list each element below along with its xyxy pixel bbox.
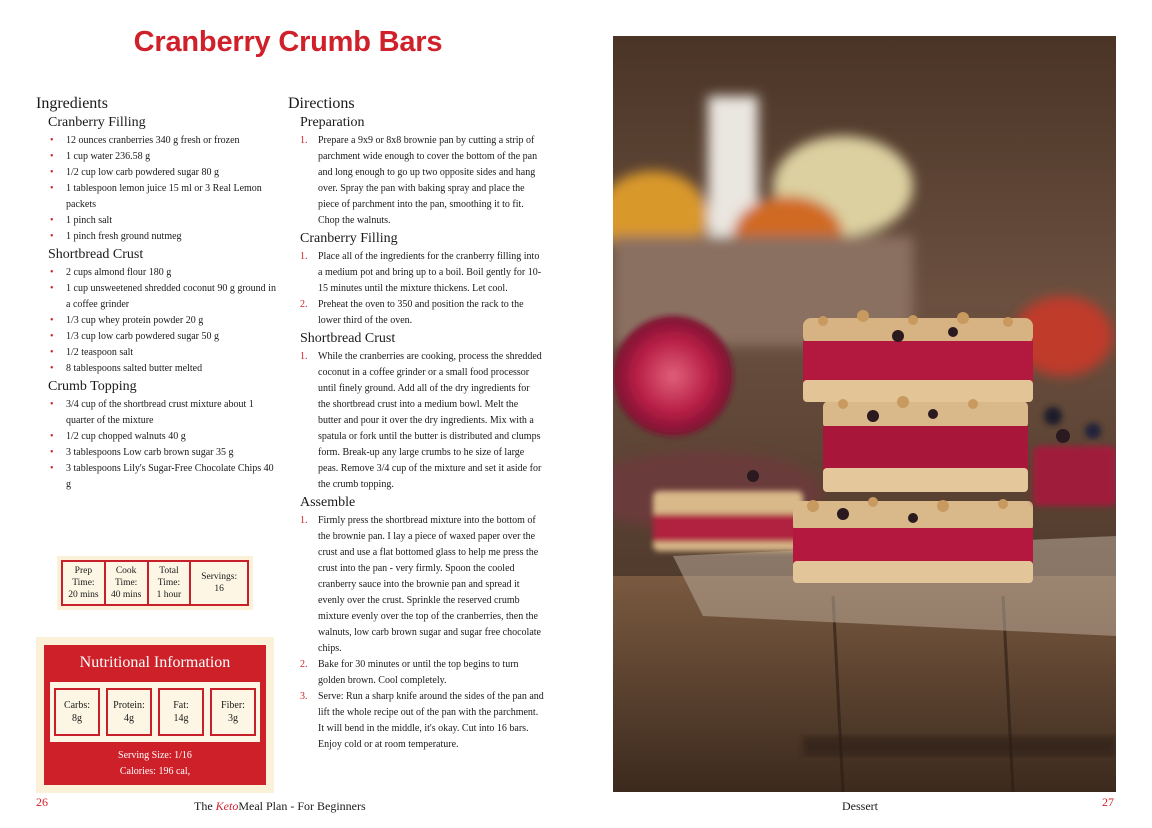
- servings-label: Servings:: [201, 572, 238, 582]
- direction-list: [300, 249, 544, 329]
- direction-sections: [288, 115, 544, 753]
- fiber-value: 3g: [228, 713, 238, 724]
- step-text: Firmly press the shortbread mixture into the bottom of the brownie pan. I lay a piece of waxed paper over the crust and use a flat bottomed glass to help me press the crust into the pan - very firmly. Spoon the cooled cranberry sauce into the brownie pan and spread it evenly over the crust. Sprinkle the reserved crumb mixture evenly over the top of the cranberries, then the walnuts, low carb brown sugar and sugar free chocolate chips.: [318, 515, 541, 654]
- ingredient-item: • 3 tablespoons Lily's Sugar-Free Chocolate Chips 40 g: [48, 461, 278, 493]
- fiber-label: Fiber:: [221, 700, 245, 711]
- ingredient-sections: [36, 115, 278, 493]
- ingredient-item: • 1 pinch salt: [48, 213, 278, 229]
- serving-size: Serving Size: 1/16: [118, 750, 192, 761]
- directions-heading: Directions: [288, 95, 355, 112]
- carbs-value: 8g: [72, 713, 82, 724]
- step-text: Bake for 30 minutes or until the top begins to turn golden brown. Cool completely.: [318, 659, 519, 686]
- ingredient-item: • 1 tablespoon lemon juice 15 ml or 3 Real Lemon packets: [48, 181, 278, 213]
- right-page-number: 27: [1102, 795, 1114, 809]
- directions-column: [288, 95, 544, 755]
- step-text: While the cranberries are cooking, process the shredded coconut in a coffee grinder or a small food processor until finely ground. Add all of the dry ingredients for the shortbread crust into a medium bowl. Melt the butter and pour it over the dry ingredients. Mix with a spatula or fork until the butter is distributed and clumps form. Break-up any large crumbs to he size of large peas. Remove 3/4 cup of the mixture and set it aside for the crumb topping.: [318, 351, 542, 490]
- step-number: 1.: [300, 351, 308, 362]
- step-text: Preheat the oven to 350 and position the rack to the lower third of the oven.: [318, 299, 524, 326]
- book-title-prefix: The: [194, 799, 216, 813]
- ingredient-section-title: Crumb Topping: [48, 379, 137, 394]
- fat-cell: [158, 688, 204, 736]
- direction-section-title: Shortbread Crust: [300, 331, 396, 346]
- ingredient-section-title: Cranberry Filling: [48, 115, 146, 130]
- direction-step: [300, 657, 544, 689]
- direction-step: [300, 689, 544, 753]
- cook-time-value: 40 mins: [110, 590, 142, 600]
- nutrition-grid: [50, 682, 260, 742]
- ingredient-item: • 1/2 cup low carb powdered sugar 80 g: [48, 165, 278, 181]
- time-box: [57, 556, 253, 610]
- protein-value: 4g: [124, 713, 134, 724]
- ingredient-list: [48, 133, 278, 245]
- step-number: 2.: [300, 659, 308, 670]
- ingredient-item: • 1 pinch fresh ground nutmeg: [48, 229, 278, 245]
- ingredient-item: • 1/3 cup low carb powdered sugar 50 g: [48, 329, 278, 345]
- servings-cell: [190, 561, 248, 605]
- direction-step: [300, 297, 544, 329]
- step-number: 1.: [300, 135, 308, 146]
- ingredient-list: [48, 397, 278, 493]
- fat-label: Fat:: [173, 700, 189, 711]
- prep-time-value: 20 mins: [68, 590, 99, 600]
- direction-step: [300, 133, 544, 229]
- direction-step: [300, 513, 544, 657]
- servings-value: 16: [214, 584, 224, 594]
- fiber-cell: [210, 688, 256, 736]
- ingredient-item: • 1 cup unsweetened shredded coconut 90 g ground in a coffee grinder: [48, 281, 278, 313]
- step-number: 3.: [300, 691, 308, 702]
- book-title-suffix: Meal Plan - For Beginners: [238, 799, 366, 813]
- carbs-cell: [54, 688, 100, 736]
- ingredient-item: • 12 ounces cranberries 340 g fresh or frozen: [48, 133, 278, 149]
- ingredient-item: • 1/3 cup whey protein powder 20 g: [48, 313, 278, 329]
- fat-value: 14g: [173, 713, 189, 724]
- ingredients-heading: Ingredients: [36, 95, 108, 112]
- ingredient-section-title: Shortbread Crust: [48, 247, 144, 262]
- protein-cell: [106, 688, 152, 736]
- step-text: Serve: Run a sharp knife around the sides of the pan and lift the whole recipe out of the pan with the parchment. It will bend in the middle, it's okay. Cut into 16 bars. Enjoy cold or at room temperature.: [318, 691, 544, 750]
- step-number: 2.: [300, 299, 308, 310]
- direction-step: [300, 249, 544, 297]
- ingredient-item: • 2 cups almond flour 180 g: [48, 265, 278, 281]
- protein-label: Protein:: [113, 700, 145, 711]
- prep-time-label: Prep Time:: [72, 566, 95, 588]
- direction-section-title: Preparation: [300, 115, 365, 130]
- ingredient-item: • 3/4 cup of the shortbread crust mixture about 1 quarter of the mixture: [48, 397, 278, 429]
- total-time-value: 1 hour: [156, 590, 182, 600]
- ingredient-item: • 1/2 cup chopped walnuts 40 g: [48, 429, 278, 445]
- page-title: Cranberry Crumb Bars: [133, 26, 443, 58]
- ingredients-column: [36, 95, 278, 495]
- left-page-number: 26: [36, 795, 48, 809]
- total-time-label: Total Time:: [157, 566, 181, 588]
- ingredient-item: • 3 tablespoons Low carb brown sugar 35 g: [48, 445, 278, 461]
- direction-list: [300, 349, 544, 493]
- nutrition-title: Nutritional Information: [79, 654, 231, 671]
- calories: Calories: 196 cal,: [119, 766, 191, 777]
- step-text: Prepare a 9x9 or 8x8 brownie pan by cutting a strip of parchment wide enough to cover the bottom of the pan and long enough to go up two opposite sides and hang over. Spray the pan with baking spray and place the piece of parchment into the pan, smoothing it to fit. Chop the walnuts.: [318, 135, 538, 226]
- book-title: [194, 799, 366, 814]
- total-time-cell: [148, 561, 191, 605]
- step-number: 1.: [300, 251, 308, 262]
- direction-step: [300, 349, 544, 493]
- step-number: 1.: [300, 515, 308, 526]
- ingredient-item: • 8 tablespoons salted butter melted: [48, 361, 278, 377]
- ingredient-item: • 1 cup water 236.58 g: [48, 149, 278, 165]
- section-name: Dessert: [842, 799, 878, 813]
- carbs-label: Carbs:: [63, 700, 91, 711]
- direction-section-title: Cranberry Filling: [300, 231, 398, 246]
- nutrition-serving: [44, 748, 266, 780]
- cook-time-cell: [105, 561, 148, 605]
- direction-list: [300, 513, 544, 753]
- cranberry-crumb-bars-photo: [613, 36, 1116, 792]
- ingredient-list: [48, 265, 278, 377]
- direction-section-title: Assemble: [300, 495, 356, 510]
- cook-time-label: Cook Time:: [114, 566, 138, 588]
- step-text: Place all of the ingredients for the cranberry filling into a medium pot and bring up to a boil. Boil gently for 10-15 minutes until the mixture thickens. Let cool.: [318, 251, 542, 294]
- ingredient-item: • 1/2 teaspoon salt: [48, 345, 278, 361]
- prep-time-cell: [62, 561, 105, 605]
- direction-list: [300, 133, 544, 229]
- book-title-keto: Keto: [215, 799, 239, 813]
